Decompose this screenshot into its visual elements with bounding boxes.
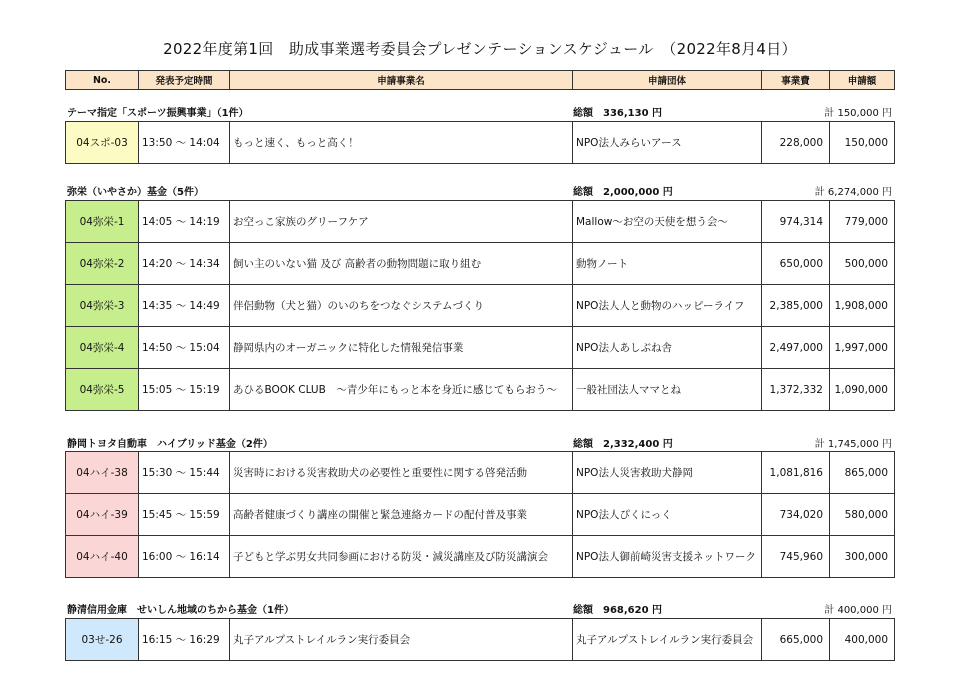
section-sum: 計 6,274,000 円: [814, 187, 892, 198]
header-cost: 事業費: [762, 71, 830, 90]
header-time: 発表予定時間: [139, 71, 230, 90]
header-org: 申請団体: [573, 71, 762, 90]
row-cost: 665,000: [762, 619, 830, 661]
row-amount: 150,000: [830, 122, 895, 164]
table-row: [66, 369, 895, 411]
row-project: もっと速く、もっと高く！: [230, 122, 573, 164]
row-time: 13:50 ～ 14:04: [139, 122, 230, 164]
section-table-sports: [65, 121, 895, 164]
section-table-iyasaka: [65, 200, 895, 411]
row-org: NPO法人御前崎災害支援ネットワーク: [573, 536, 762, 578]
row-time: 15:30 ～ 15:44: [139, 452, 230, 494]
row-org: NPO法人あしぶね舎: [573, 327, 762, 369]
row-cost: 2,385,000: [762, 285, 830, 327]
row-project: 伴侶動物（犬と猫）のいのちをつなぐシステムづくり: [230, 285, 573, 327]
row-cost: 2,497,000: [762, 327, 830, 369]
row-no: 04ハイ-40: [66, 536, 139, 578]
table-row: [66, 243, 895, 285]
row-org: 丸子アルプストレイルラン実行委員会: [573, 619, 762, 661]
row-time: 15:05 ～ 15:19: [139, 369, 230, 411]
row-org: NPO法人ぴくにっく: [573, 494, 762, 536]
row-time: 15:45 ～ 15:59: [139, 494, 230, 536]
row-amount: 865,000: [830, 452, 895, 494]
column-header-table: [65, 70, 895, 90]
row-time: 16:15 ～ 16:29: [139, 619, 230, 661]
header-no: No.: [66, 71, 139, 90]
row-no: 04弥栄-3: [66, 285, 139, 327]
section-heading: [65, 435, 894, 451]
section-total: 総額 2,332,400 円: [573, 439, 673, 450]
section-name: 静岡トヨタ自動車 ハイブリッド基金（2件）: [67, 439, 273, 450]
section-total: 総額 336,130 円: [573, 108, 663, 119]
table-row: [66, 285, 895, 327]
section-total: 総額 968,620 円: [573, 605, 663, 616]
section-heading: [65, 601, 894, 617]
row-amount: 1,997,000: [830, 327, 895, 369]
section-name: テーマ指定「スポーツ振興事業」（1件）: [67, 108, 249, 119]
row-org: NPO法人災害救助犬静岡: [573, 452, 762, 494]
row-amount: 500,000: [830, 243, 895, 285]
row-project: 災害時における災害救助犬の必要性と重要性に関する啓発活動: [230, 452, 573, 494]
row-cost: 228,000: [762, 122, 830, 164]
section-total: 総額 2,000,000 円: [573, 187, 673, 198]
header-project: 申請事業名: [230, 71, 573, 90]
row-project: あひるBOOK CLUB ～青少年にもっと本を身近に感じてもらおう～: [230, 369, 573, 411]
section-heading: [65, 183, 894, 199]
section-name: 弥栄（いやさか）基金（5件）: [67, 187, 204, 198]
row-org: NPO法人人と動物のハッピーライフ: [573, 285, 762, 327]
row-cost: 1,081,816: [762, 452, 830, 494]
row-cost: 650,000: [762, 243, 830, 285]
section-table-hybrid: [65, 451, 895, 578]
section-table-seishin: [65, 618, 895, 661]
row-amount: 580,000: [830, 494, 895, 536]
row-no: 04弥栄-5: [66, 369, 139, 411]
table-row: [66, 201, 895, 243]
row-amount: 779,000: [830, 201, 895, 243]
row-amount: 400,000: [830, 619, 895, 661]
row-org: Mallow～お空の天使を想う会～: [573, 201, 762, 243]
row-cost: 745,960: [762, 536, 830, 578]
table-row: [66, 327, 895, 369]
row-amount: 300,000: [830, 536, 895, 578]
row-org: NPO法人みらいアース: [573, 122, 762, 164]
row-time: 16:00 ～ 16:14: [139, 536, 230, 578]
section-heading: [65, 104, 894, 120]
section-sum: 計 400,000 円: [824, 605, 892, 616]
row-no: 04ハイ-38: [66, 452, 139, 494]
row-org: 一般社団法人ママとね: [573, 369, 762, 411]
section-sum: 計 150,000 円: [824, 108, 892, 119]
table-row: [66, 122, 895, 164]
row-time: 14:50 ～ 15:04: [139, 327, 230, 369]
row-project: 飼い主のいない猫 及び 高齢者の動物問題に取り組む: [230, 243, 573, 285]
row-cost: 1,372,332: [762, 369, 830, 411]
row-project: 高齢者健康づくり講座の開催と緊急連絡カードの配付普及事業: [230, 494, 573, 536]
row-cost: 974,314: [762, 201, 830, 243]
row-time: 14:05 ～ 14:19: [139, 201, 230, 243]
row-no: 04弥栄-1: [66, 201, 139, 243]
row-amount: 1,908,000: [830, 285, 895, 327]
page-title: 2022年度第1回 助成事業選考委員会プレゼンテーションスケジュール （2022年8月4日）: [163, 40, 797, 58]
row-project: お空っこ家族のグリーフケア: [230, 201, 573, 243]
row-time: 14:35 ～ 14:49: [139, 285, 230, 327]
section-sum: 計 1,745,000 円: [814, 439, 892, 450]
section-name: 静清信用金庫 せいしん地域のちから基金（1件）: [67, 605, 294, 616]
table-row: [66, 536, 895, 578]
table-row: [66, 452, 895, 494]
row-amount: 1,090,000: [830, 369, 895, 411]
row-no: 04スポ-03: [66, 122, 139, 164]
row-org: 動物ノート: [573, 243, 762, 285]
row-no: 04弥栄-4: [66, 327, 139, 369]
row-project: 丸子アルプストレイルラン実行委員会: [230, 619, 573, 661]
row-no: 04弥栄-2: [66, 243, 139, 285]
row-cost: 734,020: [762, 494, 830, 536]
row-time: 14:20 ～ 14:34: [139, 243, 230, 285]
table-row: [66, 494, 895, 536]
row-project: 静岡県内のオーガニックに特化した情報発信事業: [230, 327, 573, 369]
table-row: [66, 619, 895, 661]
row-no: 04ハイ-39: [66, 494, 139, 536]
row-project: 子どもと学ぶ男女共同参画における防災・減災講座及び防災講演会: [230, 536, 573, 578]
header-amount: 申請額: [830, 71, 895, 90]
row-no: 03せ-26: [66, 619, 139, 661]
